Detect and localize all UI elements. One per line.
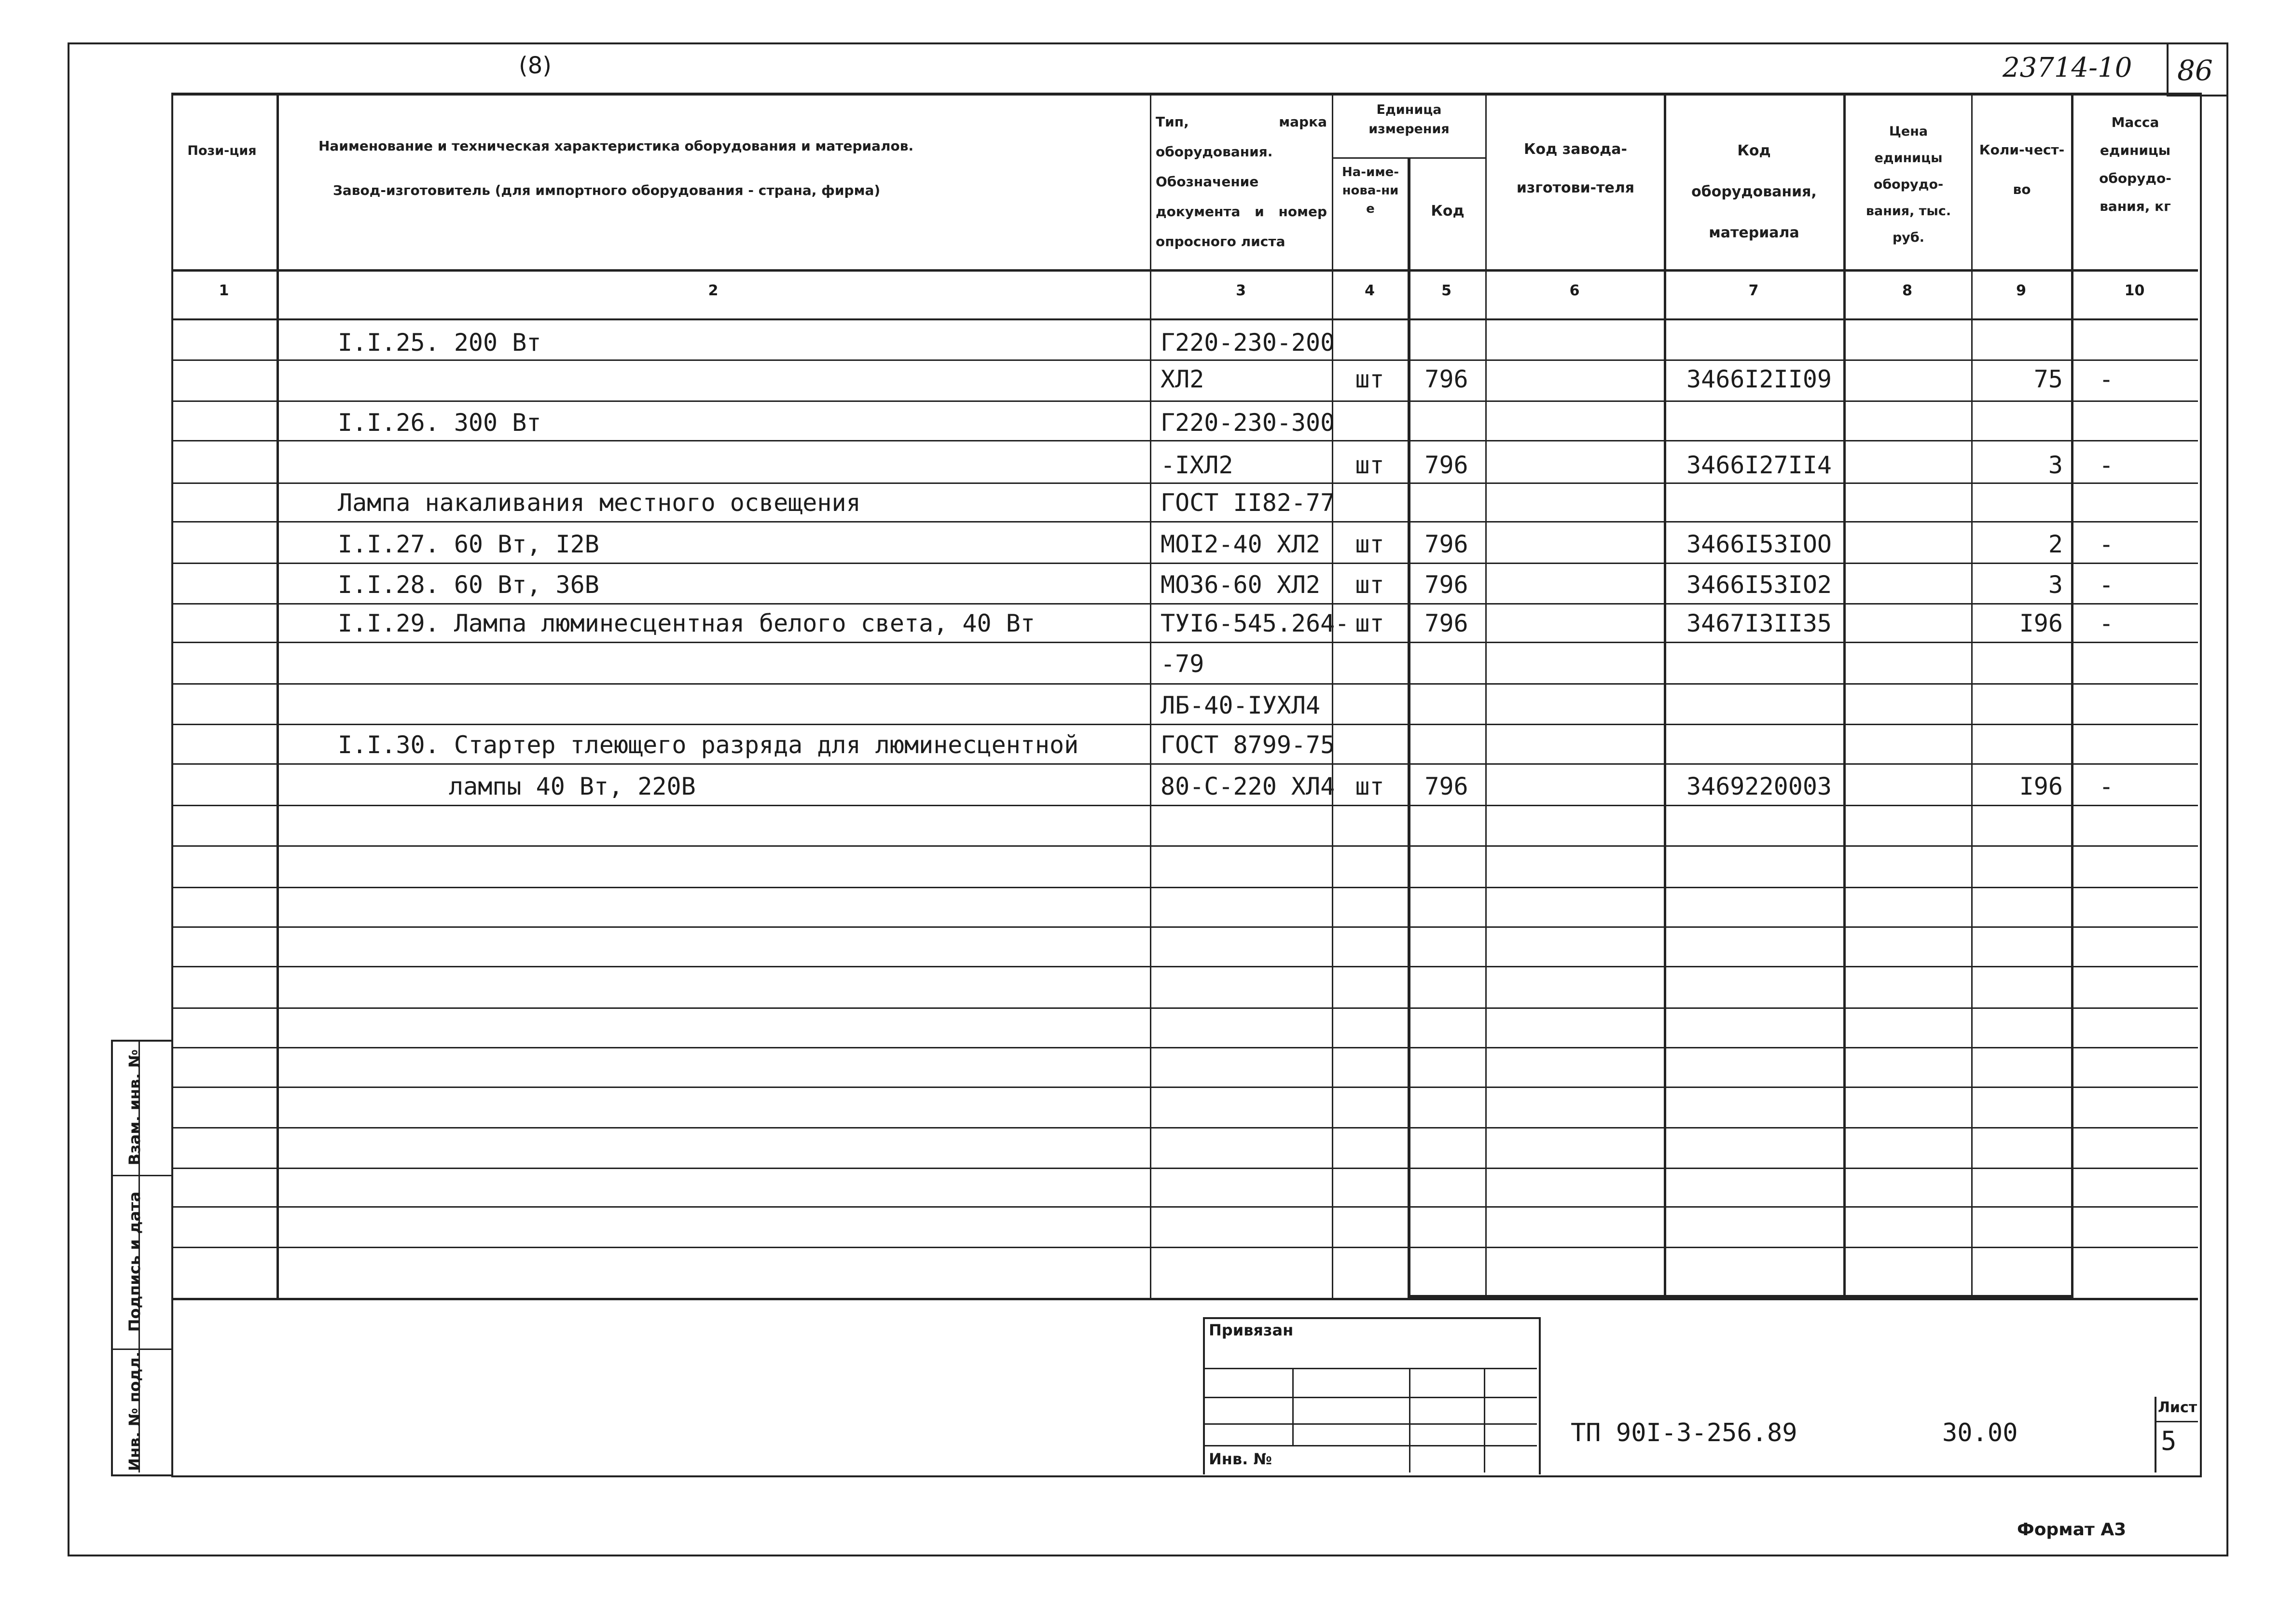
col-line bbox=[1150, 93, 1151, 1299]
column-number: 5 bbox=[1441, 282, 1451, 299]
sheet-label: Лист bbox=[2158, 1399, 2197, 1416]
item-type: МОI2-40 ХЛ2 bbox=[1161, 530, 1321, 558]
row-line bbox=[171, 845, 2198, 847]
col10-header: Масса единицы оборудо-вания, кг bbox=[2099, 114, 2171, 214]
row-line bbox=[171, 1007, 2198, 1009]
approval-line bbox=[1203, 1397, 1537, 1398]
col5-header: Код bbox=[1431, 203, 1465, 220]
row-line bbox=[171, 440, 2198, 441]
item-type: ГОСТ II82-77 bbox=[1161, 489, 1335, 517]
doc-number-handwritten: 23714-10 bbox=[2003, 52, 2132, 83]
item-type: МО36-60 ХЛ2 bbox=[1161, 571, 1321, 599]
col6-header: Код завода-изготови-теля bbox=[1516, 141, 1635, 196]
col1-header: Пози-ция bbox=[187, 143, 257, 158]
item-unit: шт bbox=[1355, 530, 1384, 558]
approval-line bbox=[1203, 1423, 1537, 1425]
row-line bbox=[171, 603, 2198, 605]
sheet-number: 5 bbox=[2161, 1426, 2177, 1456]
item-quantity: 3 bbox=[2048, 571, 2063, 599]
unit-code-bottom bbox=[1408, 1295, 2071, 1298]
item-equipment-code: 3466I53IO2 bbox=[1686, 571, 1832, 599]
approval-col bbox=[1409, 1368, 1410, 1473]
col2-header-line2: Завод-изготовитель (для импортного оборудования - страна, фирма) bbox=[333, 182, 881, 198]
col-line bbox=[276, 93, 279, 1299]
item-quantity: 3 bbox=[2048, 451, 2063, 479]
item-equipment-code: 3467I3II35 bbox=[1686, 609, 1832, 637]
format-label: Формат А3 bbox=[2017, 1520, 2127, 1540]
row-line bbox=[171, 521, 2198, 523]
row-line bbox=[171, 1087, 2198, 1088]
item-name: I.I.27. 60 Вт, I2В bbox=[338, 530, 599, 558]
section-code: 30.00 bbox=[1942, 1418, 2018, 1447]
item-name: I.I.30. Стартер тлеющего разряда для люминесцентной bbox=[338, 731, 1079, 759]
item-name: I.I.26. 300 Вт bbox=[338, 409, 541, 437]
row-line bbox=[171, 563, 2198, 564]
col-line bbox=[2071, 93, 2073, 1299]
item-equipment-code: 3466I27II4 bbox=[1686, 451, 1832, 479]
column-number: 8 bbox=[1902, 282, 1912, 299]
approval-line bbox=[1203, 1445, 1537, 1446]
approval-col bbox=[1484, 1368, 1485, 1473]
side-stamp-vzam-inv: Взам. инв. № bbox=[125, 1049, 144, 1166]
privyazan-label: Привязан bbox=[1209, 1321, 1294, 1339]
row-line bbox=[171, 926, 2198, 928]
column-number: 2 bbox=[708, 282, 719, 299]
item-type: -79 bbox=[1161, 650, 1204, 678]
row-line bbox=[171, 805, 2198, 806]
column-number-line bbox=[171, 318, 2198, 320]
col-line bbox=[1843, 93, 1846, 1299]
col-line bbox=[1664, 93, 1666, 1299]
column-number: 10 bbox=[2124, 282, 2145, 299]
item-type: Г220-230-300 bbox=[1161, 409, 1335, 437]
column-number: 4 bbox=[1365, 282, 1375, 299]
page-number-handwritten: 86 bbox=[2177, 54, 2213, 87]
header-bottom-line bbox=[171, 269, 2198, 272]
item-unit: шт bbox=[1355, 571, 1384, 599]
col8-header: Цена единицы оборудо-вания, тыс. руб. bbox=[1865, 124, 1951, 245]
row-line bbox=[171, 642, 2198, 643]
item-mass: - bbox=[2099, 530, 2114, 558]
item-unit-code: 796 bbox=[1424, 451, 1468, 479]
sheet-box-divider bbox=[2155, 1421, 2198, 1422]
item-type: -IХЛ2 bbox=[1161, 451, 1233, 479]
item-type: ХЛ2 bbox=[1161, 365, 1204, 393]
item-unit-code: 796 bbox=[1424, 530, 1468, 558]
row-line bbox=[171, 763, 2198, 765]
row-line bbox=[171, 359, 2198, 361]
item-mass: - bbox=[2099, 772, 2114, 800]
item-unit: шт bbox=[1355, 609, 1384, 637]
row-line bbox=[171, 1206, 2198, 1208]
item-unit: шт bbox=[1355, 365, 1384, 393]
item-mass: - bbox=[2099, 609, 2114, 637]
row-line bbox=[171, 400, 2198, 402]
item-type: ТУI6-545.264- bbox=[1161, 609, 1350, 637]
item-name: лампы 40 Вт, 220В bbox=[449, 772, 696, 800]
col-line bbox=[1485, 93, 1487, 1299]
col7-header: Код оборудования, материала bbox=[1691, 142, 1817, 241]
item-name: I.I.25. 200 Вт bbox=[338, 329, 541, 357]
row-line bbox=[171, 1247, 2198, 1248]
column-number: 3 bbox=[1236, 282, 1246, 299]
item-name: I.I.28. 60 Вт, 36В bbox=[338, 571, 599, 599]
column-number: 7 bbox=[1748, 282, 1759, 299]
item-equipment-code: 3466I2II09 bbox=[1686, 365, 1832, 393]
item-name: Лампа накаливания местного освещения bbox=[338, 489, 861, 517]
side-stamp-inv-sub: Инв. № подл. bbox=[125, 1351, 144, 1471]
sheet-marker: (8) bbox=[519, 52, 552, 79]
item-quantity: 2 bbox=[2048, 530, 2063, 558]
item-equipment-code: 3469220003 bbox=[1686, 772, 1832, 800]
approval-col bbox=[1292, 1368, 1294, 1445]
item-quantity: I96 bbox=[2019, 609, 2063, 637]
unit-group-divider bbox=[1332, 157, 1485, 159]
row-line bbox=[171, 724, 2198, 725]
col3-header: Тип, марка оборудования. Обозначение документа и номер опросного листа bbox=[1156, 114, 1327, 249]
item-mass: - bbox=[2099, 451, 2114, 479]
column-number: 6 bbox=[1569, 282, 1580, 299]
item-type: 80-С-220 ХЛ4 bbox=[1161, 772, 1335, 800]
row-line bbox=[171, 482, 2198, 484]
item-name: I.I.29. Лампа люминесцентная белого света, 40 Вт bbox=[338, 609, 1035, 637]
item-unit-code: 796 bbox=[1424, 365, 1468, 393]
item-quantity: I96 bbox=[2019, 772, 2063, 800]
row-line bbox=[171, 966, 2198, 967]
item-type: ГОСТ 8799-75 bbox=[1161, 731, 1335, 759]
item-unit: шт bbox=[1355, 451, 1384, 479]
column-number: 1 bbox=[219, 282, 229, 299]
row-line bbox=[171, 1168, 2198, 1169]
col2-header-line1: Наименование и техническая характеристика оборудования и материалов. bbox=[318, 138, 914, 154]
item-type: ЛБ-40-IУХЛ4 bbox=[1161, 691, 1321, 719]
row-line bbox=[171, 887, 2198, 888]
item-unit-code: 796 bbox=[1424, 772, 1468, 800]
row-line bbox=[171, 1127, 2198, 1129]
col9-header: Коли-чест-во bbox=[1979, 142, 2065, 197]
doc-code: ТП 90I-3-256.89 bbox=[1571, 1418, 1797, 1447]
item-mass: - bbox=[2099, 365, 2114, 393]
col4-header: На-име-нова-ние bbox=[1342, 165, 1399, 216]
item-unit-code: 796 bbox=[1424, 571, 1468, 599]
column-number: 9 bbox=[2016, 282, 2026, 299]
item-unit: шт bbox=[1355, 772, 1384, 800]
col-line bbox=[1332, 93, 1333, 1299]
approval-line bbox=[1203, 1368, 1537, 1369]
side-stamp-sign-date: Подпись и дата bbox=[125, 1191, 144, 1332]
col-line bbox=[1971, 93, 1973, 1299]
item-type: Г220-230-200 bbox=[1161, 329, 1335, 357]
row-line bbox=[171, 1047, 2198, 1048]
item-quantity: 75 bbox=[2033, 365, 2063, 393]
col45-group-header: Единица измерения bbox=[1368, 102, 1450, 137]
row-line bbox=[171, 683, 2198, 685]
item-mass: - bbox=[2099, 571, 2114, 599]
item-equipment-code: 3466I53IOO bbox=[1686, 530, 1832, 558]
item-unit-code: 796 bbox=[1424, 609, 1468, 637]
inv-no-label: Инв. № bbox=[1209, 1450, 1272, 1468]
